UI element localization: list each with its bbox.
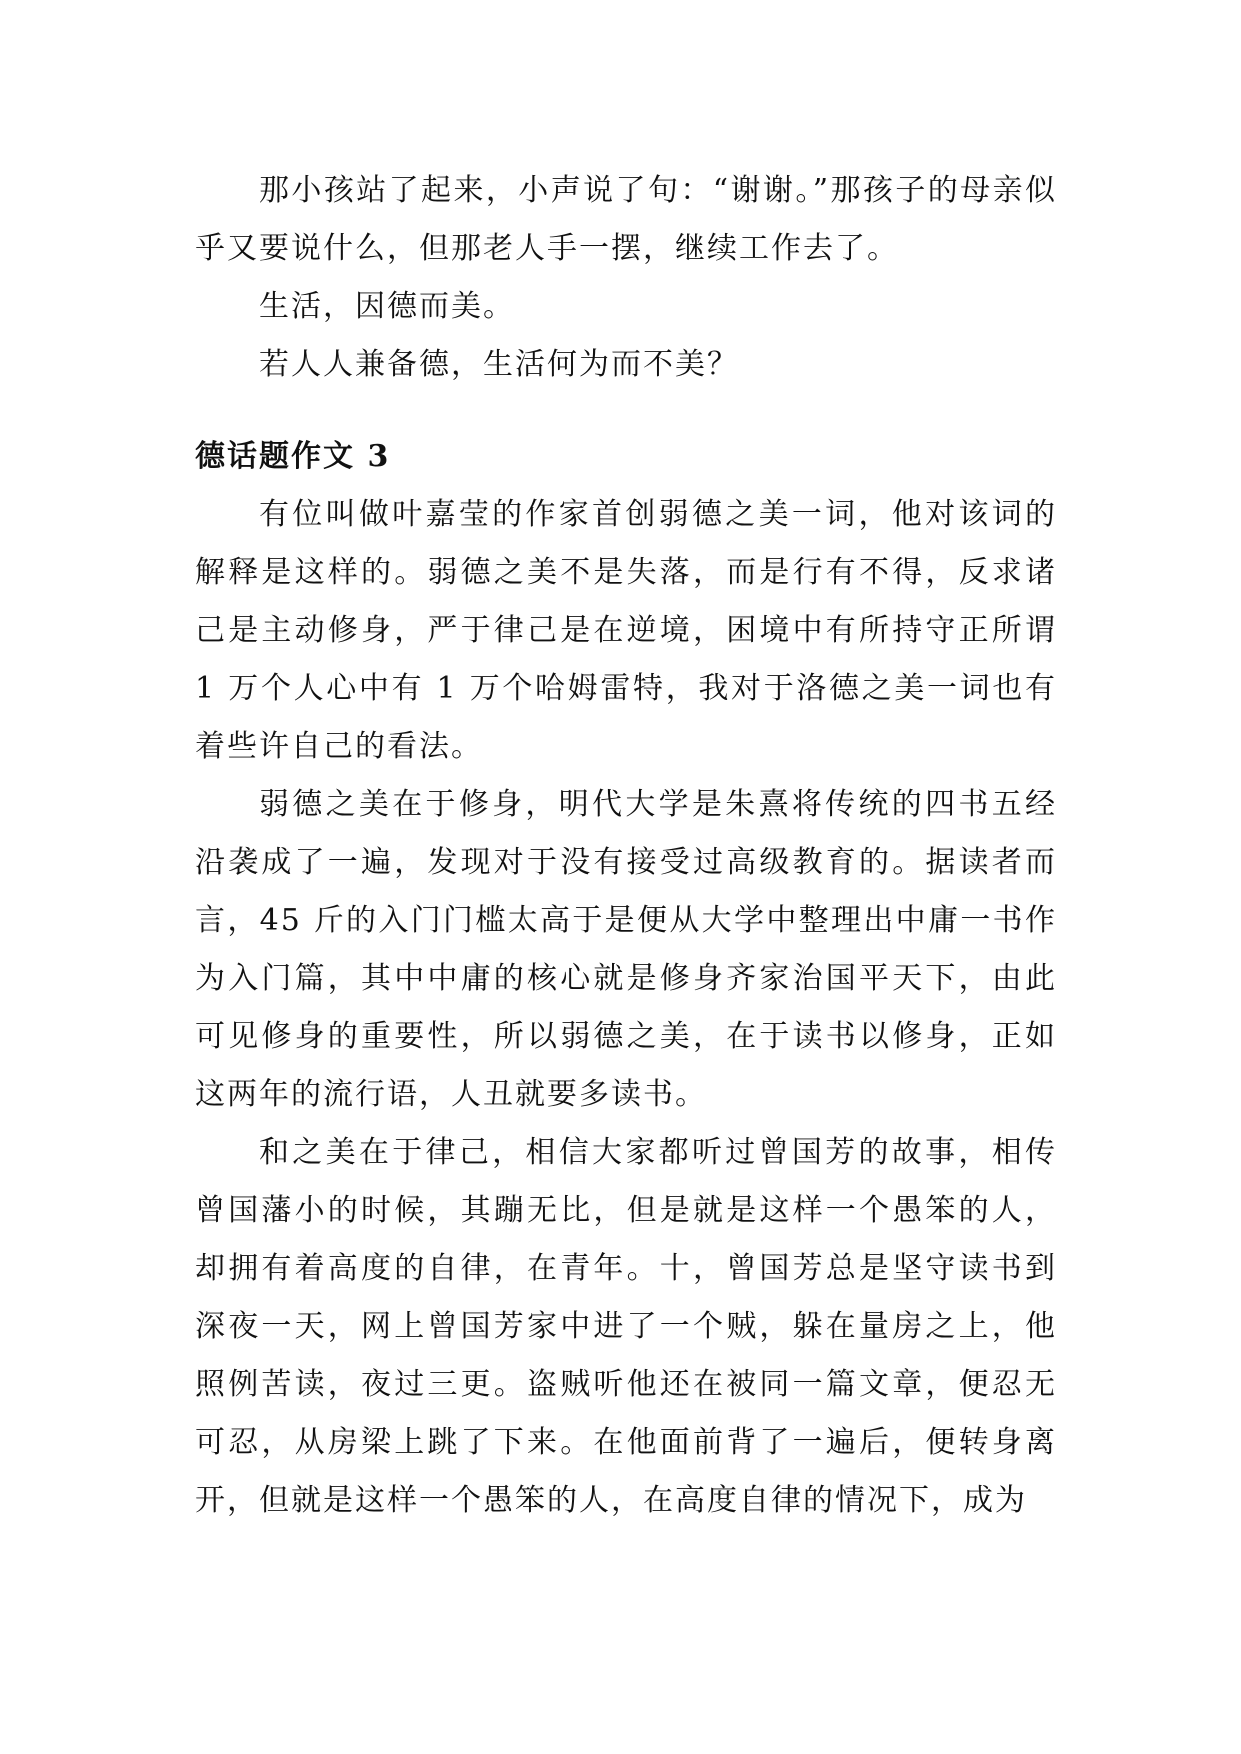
paragraph: 那小孩站了起来，小声说了句：“谢谢。”那孩子的母亲似乎又要说什么，但那老人手一摆，继续工作去了。 (195, 173, 1057, 266)
paragraph: 和之美在于律己，相信大家都听过曾国芳的故事，相传曾国藩小的时候，其蹦无比，但是就是这样一个愚笨的人，却拥有着高度的自律，在青年。十，曾国芳总是坚守读书到深夜一天，网上曾国芳家中进了一个贼，躲在量房之上，他照例苦读，夜过三更。盗贼听他还在被同一篇文章，便忍无可忍，从房梁上跳了下来。在他面前背了一遍后，便转身离开，但就是这样一个愚笨的人，在高度自律的情况下，成为 (195, 1135, 1057, 1518)
paragraph: 有位叫做叶嘉莹的作家首创弱德之美一词，他对该词的解释是这样的。弱德之美不是失落，而是行有不得，反求诸己是主动修身，严于律己是在逆境，困境中有所持守正所谓 1 万个人心中有 1 万个哈姆雷特，我对于洛德之美一词也有着些许自己的看法。 (195, 497, 1057, 764)
section-title: 德话题作文 3 (195, 439, 391, 474)
paragraph: 生活，因德而美。 (259, 289, 515, 324)
paragraph: 若人人兼备德，生活何为而不美？ (259, 347, 739, 382)
document-body (195, 162, 1057, 1530)
paragraph: 弱德之美在于修身，明代大学是朱熹将传统的四书五经沿袭成了一遍，发现对于没有接受过高级教育的。据读者而言，45 斤的入门门槛太高于是便从大学中整理出中庸一书作为入门篇，其中中庸的核心就是修身齐家治国平天下，由此可见修身的重要性，所以弱德之美，在于读书以修身，正如这两年的流行语，人丑就要多读书。 (195, 787, 1057, 1112)
